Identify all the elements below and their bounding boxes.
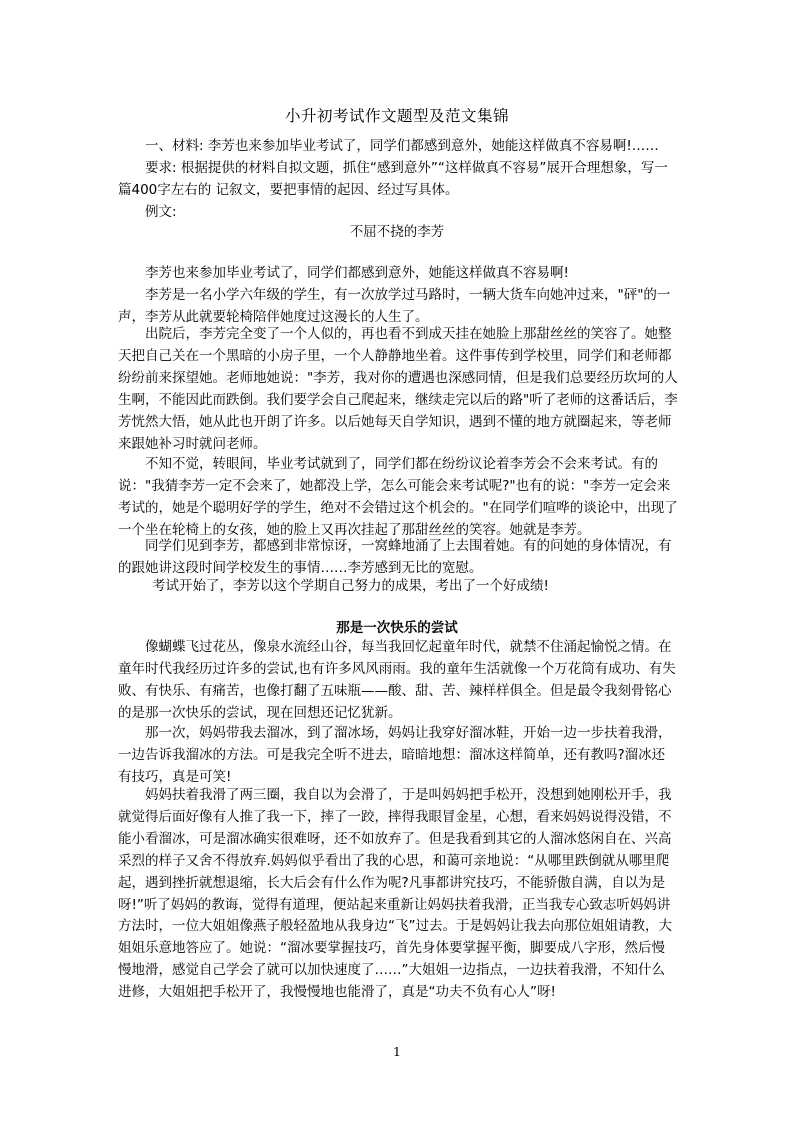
document-title: 小升初考试作文题型及范文集锦 [284,107,509,125]
essay2-paragraph: 妈妈扶着我滑了两三圈，我自以为会滑了，于是叫妈妈把手松开，没想到她刚松开手，我就觉得后面好像有人推了我一下，摔了一跤，摔得我眼冒金星，心想，看来妈妈说得没错，不能小看溜冰，可是溜冰确实很难呀，还不如放弃了。但是我看到其它的人溜冰悠闲自在、兴高采烈的样子又舍不得放弃.妈妈似乎看出了我的心思，和蔼可亲地说：“从哪里跌倒就从哪里爬起，遇到挫折就想退缩，长大后会有什么作为呢?凡事都讲究技巧，不能骄傲自满，自以为是呀!”听了妈妈的教诲，觉得有道理，便站起来重新让妈妈扶着我滑，正当我专心致志听妈妈讲方法时，一位大姐姐像燕子般轻盈地从我身边“飞”过去。于是妈妈让我去向那位姐姐请教，大姐姐乐意地答应了。她说：“溜冰要掌握技巧，首先身体要掌握平衡，脚要成八字形，然后慢慢地滑，感觉自己学会了就可以加快速度了……”大姐姐一边指点，一边扶着我滑，不知什么进修，大姐姐把手松开了，我慢慢地也能滑了，真是“功夫不负有心人”呀! [118,787,672,1001]
essay1-paragraph: 考试开始了，李芳以这个学期自己努力的成果，考出了一个好成绩! [152,578,549,594]
essay2-title: 那是一次快乐的尝试 [336,620,458,636]
requirement-paragraph: 要求: 根据提供的材料自拟文题，抓住“感到意外”“这样做真不容易”展开合理想象，写一篇400字左右的 记叙文，要把事情的起因、经过写具体。 [118,160,668,198]
essay2-paragraph: 像蝴蝶飞过花丛，像泉水流经山谷，每当我回忆起童年时代，就禁不住涌起愉悦之情。在童年时代我经历过许多的尝试,也有许多风风雨雨。我的童年生活就像一个万花筒有成功、有失败、有快乐、有痛苦，也像打翻了五味瓶——酸、甜、苦、辣样样俱全。但是最令我刻骨铭心的是那一次快乐的尝试，现在回想还记忆犹新。 [118,639,676,721]
essay1-paragraph: 不知不觉，转眼间，毕业考试就到了，同学们都在纷纷议论着李芳会不会来考试。有的说："我猜李芳一定不会来了，她都没上学，怎么可能会来考试呢?"也有的说："李芳一定会来考试的，她是个聪明好学的学生，绝对不会错过这个机会的。"在同学们喧哗的谈论中，出现了一个坐在轮椅上的女孩，她的脸上又再次挂起了那甜丝丝的笑容。她就是李芳。 [118,456,678,538]
example-label: 例文: [145,204,177,220]
essay1-paragraph: 出院后，李芳完全变了一个人似的，再也看不到成天挂在她脸上那甜丝丝的笑容了。她整天把自己关在一个黑暗的小房子里，一个人静静地坐着。这件事传到学校里，同学们和老师都纷纷前来探望她。老师地她说："李芳，我对你的遭遇也深感同情，但是我们总要经历坎坷的人生啊，不能因此而跌倒。我们要学会自己爬起来，继续走完以后的路"听了老师的这番话后，李芳恍然大悟，她从此也开朗了许多。以后她每天自学知识，遇到不懂的地方就圈起来，等老师来跟她补习时就问老师。 [118,326,678,452]
essay1-paragraph: 同学们见到李芳，都感到非常惊讶，一窝蜂地涌了上去围着她。有的问她的身体情况，有的跟她讲这段时间学校发生的事情……李芳感到无比的宽慰。 [118,538,672,576]
page-number: 1 [393,1044,401,1059]
essay1-title: 不屈不挠的李芳 [349,224,445,240]
essay2-paragraph: 那一次，妈妈带我去溜冰，到了溜冰场，妈妈让我穿好溜冰鞋，开始一边一步扶着我滑，一边告诉我溜冰的方法。可是我完全听不进去，暗暗地想：溜冰这样简单，还有教吗?溜冰还有技巧，真是可笑! [118,725,672,785]
essay1-paragraph: 李芳是一名小学六年级的学生，有一次放学过马路时，一辆大货车向她冲过来，"砰"的一声，李芳从此就要轮椅陪伴她度过这漫长的人生了。 [118,287,671,325]
material-paragraph: 一、材料: 李芳也来参加毕业考试了，同学们都感到意外，她能这样做真不容易啊!…… [145,138,659,154]
essay1-paragraph: 李芳也来参加毕业考试了，同学们都感到意外，她能这样做真不容易啊! [145,265,569,281]
